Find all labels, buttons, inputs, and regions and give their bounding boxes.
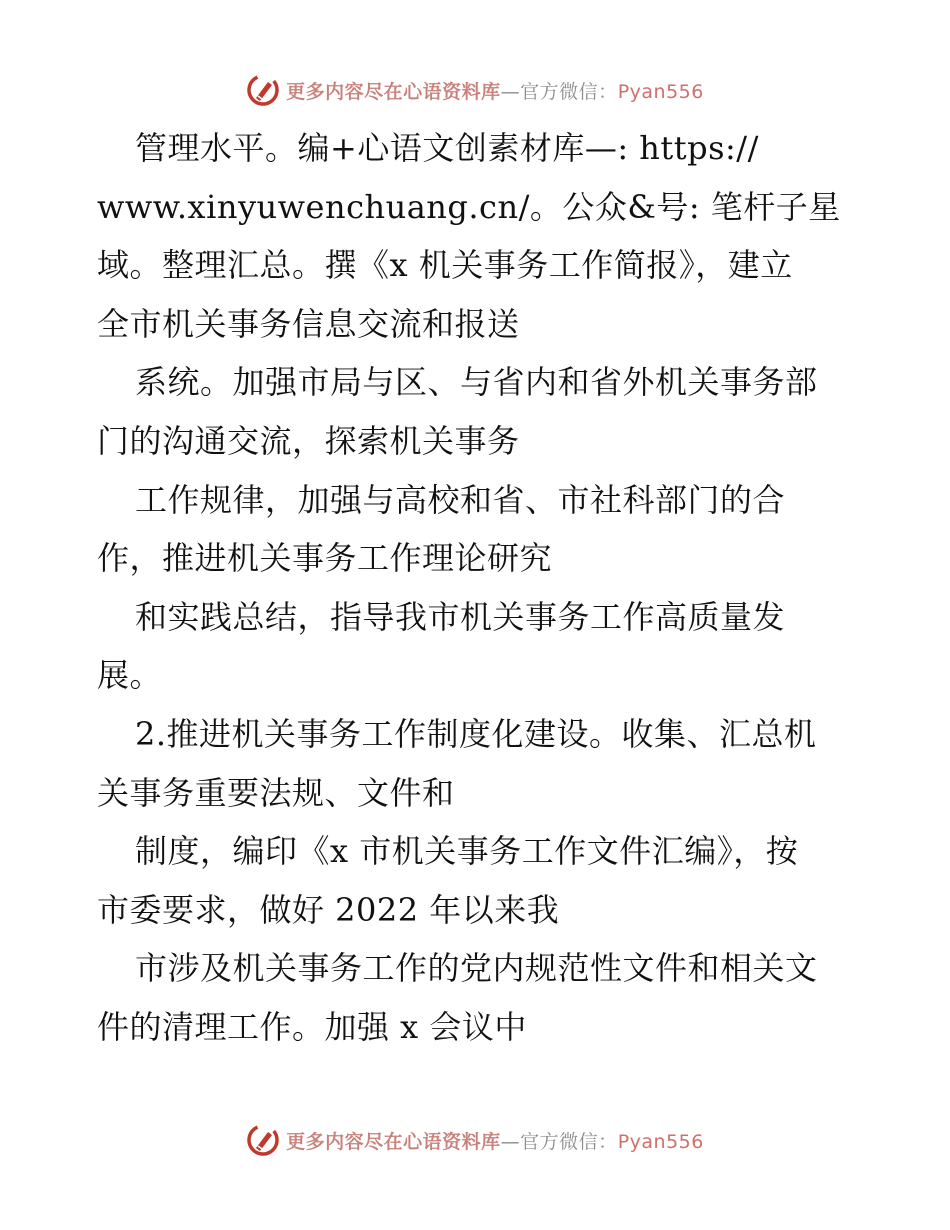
body-line-9: 和实践总结，指导我市机关事务工作高质量发 (135, 597, 786, 636)
header-banner (0, 70, 950, 110)
body-line-5: 系统。加强市局与区、与省内和省外机关事务部 (135, 363, 818, 402)
footer-banner (0, 1120, 950, 1160)
header-banner-inner (246, 73, 704, 107)
pen-nib-seal-logo-icon (246, 73, 280, 107)
body-line-16: 件的清理工作。加强 x 会议中 (97, 1007, 527, 1046)
footer-wechat-label: 官方微信： (520, 1130, 618, 1153)
body-line-10: 展。 (97, 656, 163, 695)
pen-nib-seal-logo-icon (246, 1123, 280, 1157)
footer-banner-inner (246, 1123, 704, 1157)
body-line-11: 2.推进机关事务工作制度化建设。收集、汇总机 (135, 714, 817, 753)
body-line-1: 管理水平。编+心语文创素材库—: https:// (135, 129, 759, 167)
body-line-2: www.xinyuwenchuang.cn/。公众&号: 笔杆子星 (97, 187, 841, 226)
header-site-text: 更多内容尽在心语资料库 (286, 80, 501, 103)
footer-dash: — (500, 1130, 521, 1153)
footer-site-text: 更多内容尽在心语资料库 (286, 1130, 501, 1153)
body-line-14: 市委要求，做好 2022 年以来我 (97, 890, 560, 929)
header-dash: — (500, 80, 521, 103)
body-line-3: 域。整理汇总。撰《x 机关事务工作简报》，建立 (97, 246, 793, 285)
body-line-8: 作，推进机关事务工作理论研究 (97, 539, 553, 578)
body-line-15: 市涉及机关事务工作的党内规范性文件和相关文 (135, 949, 818, 988)
footer-wechat-id: Pyan556 (617, 1130, 704, 1153)
document-body (97, 119, 857, 1057)
body-line-12: 关事务重要法规、文件和 (97, 773, 455, 812)
body-line-6: 门的沟通交流，探索机关事务 (97, 421, 520, 460)
header-wechat-label: 官方微信： (520, 80, 618, 103)
body-line-4: 全市机关事务信息交流和报送 (97, 304, 520, 343)
body-line-7: 工作规律，加强与高校和省、市社科部门的合 (135, 480, 786, 519)
body-line-13: 制度，编印《x 市机关事务工作文件汇编》，按 (135, 832, 799, 871)
header-wechat-id: Pyan556 (617, 80, 704, 103)
